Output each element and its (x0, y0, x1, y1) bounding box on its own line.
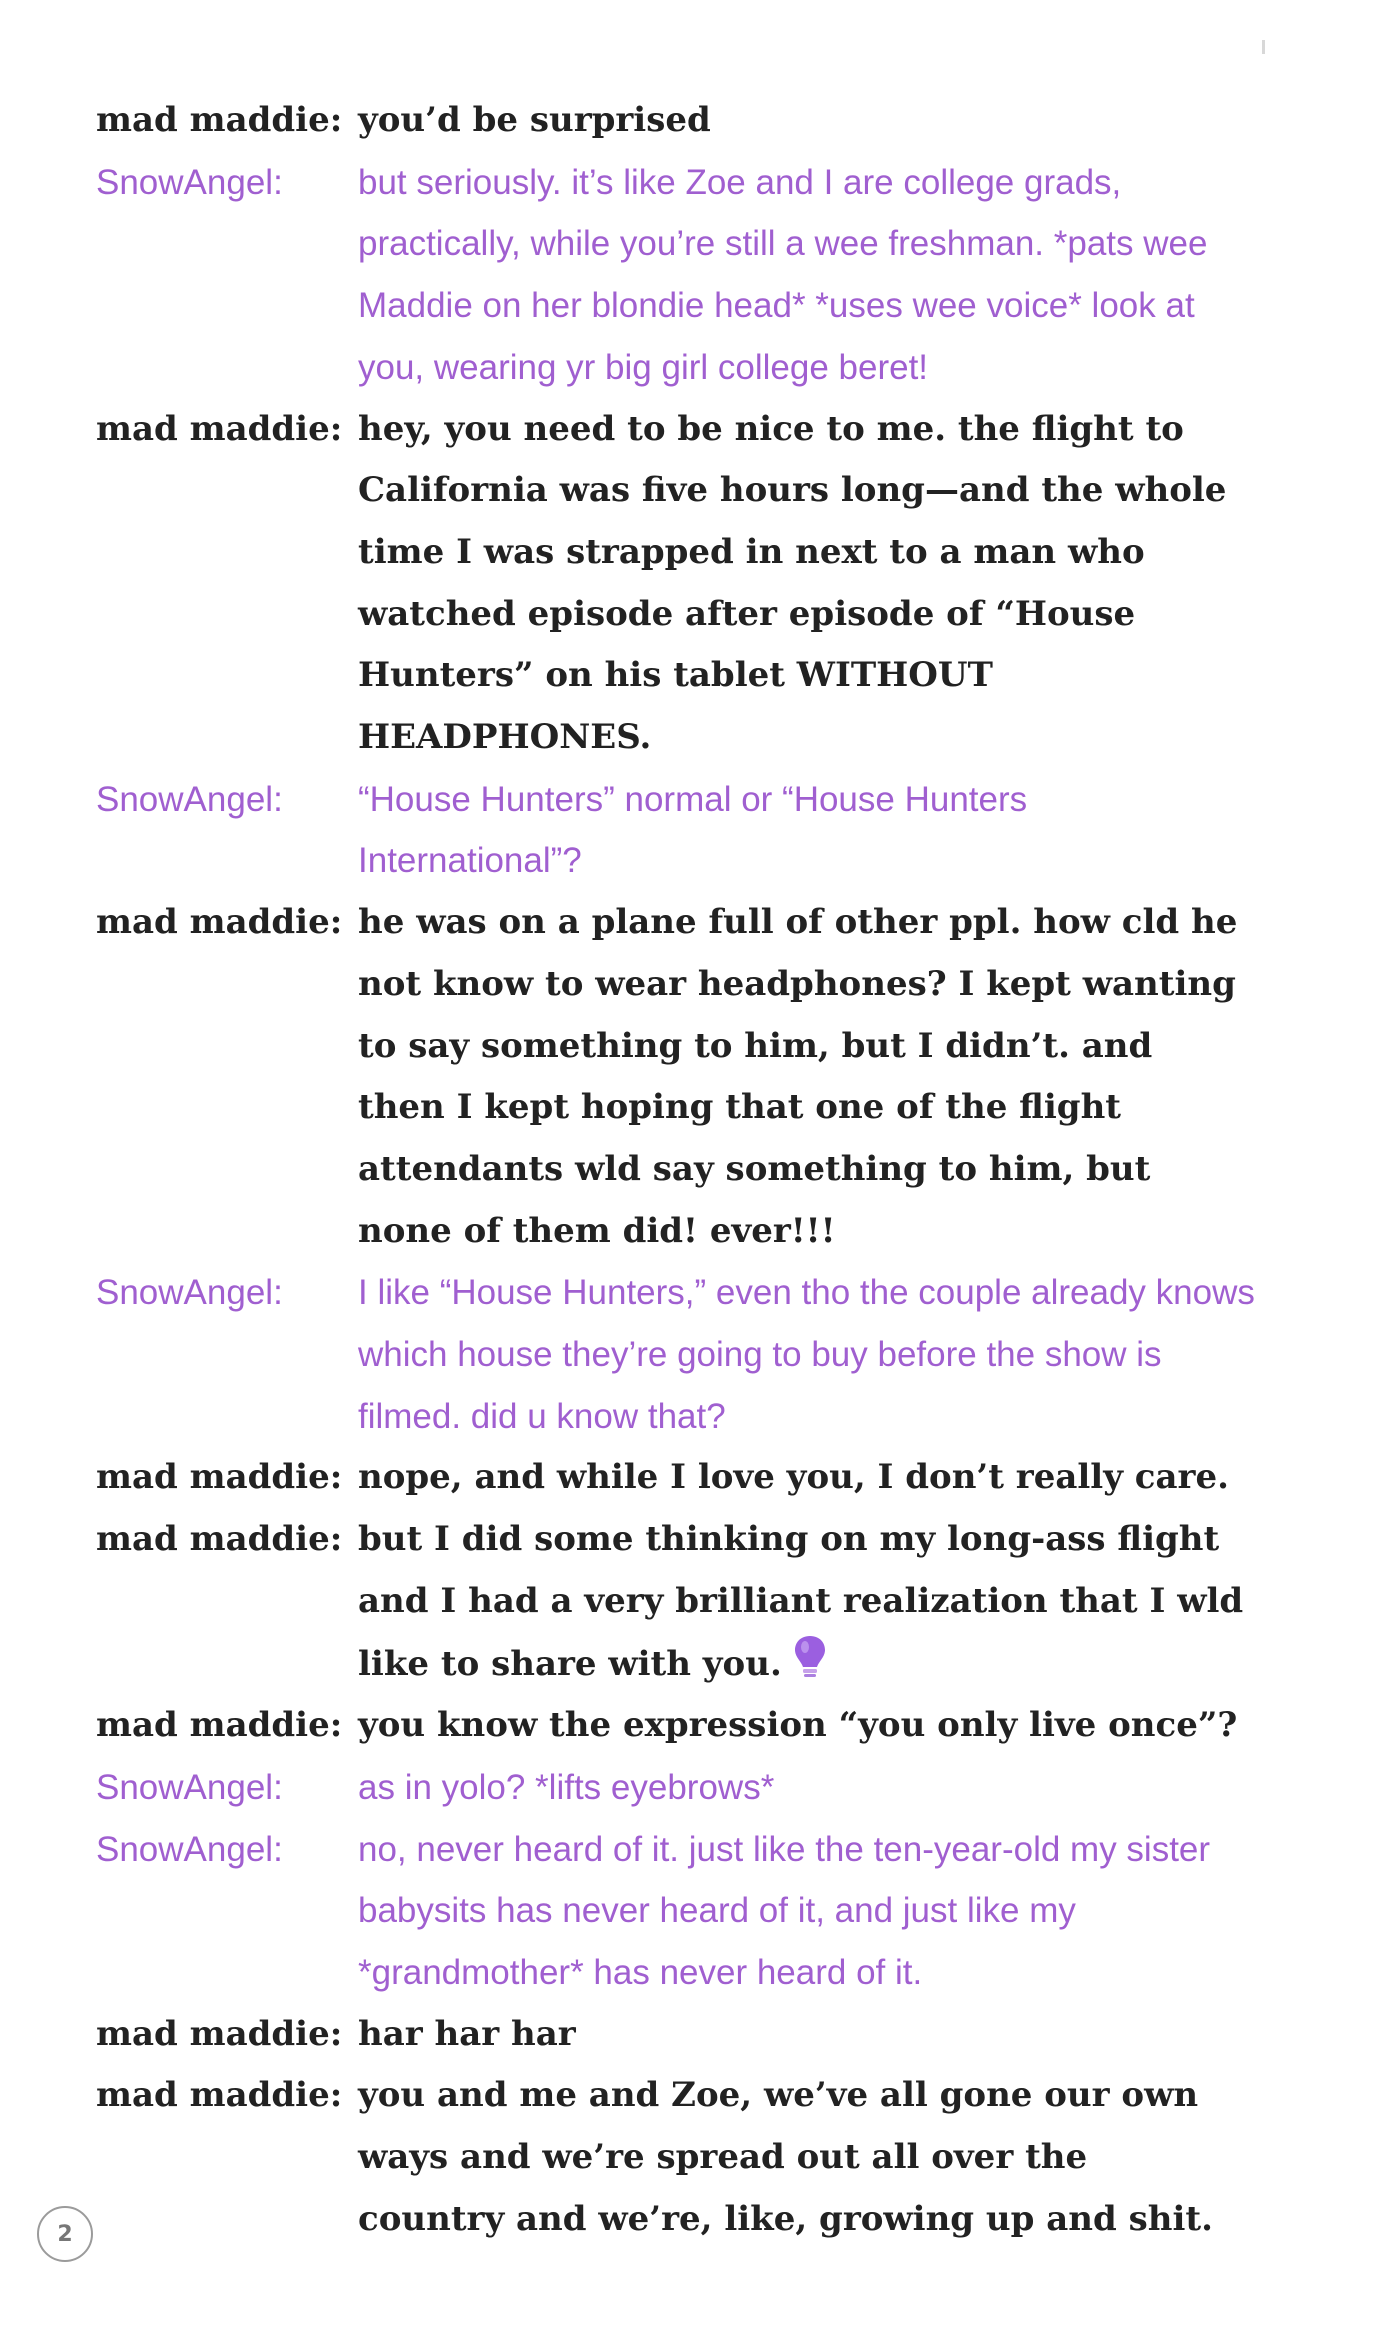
speaker-name: SnowAngel: (96, 1767, 283, 1807)
speaker-name: mad maddie: (96, 2013, 343, 2054)
message-text: no, never heard of it. just like the ten-year-old my sister babysits has never heard of it, and just like my *grandmother* has never heard of it. (358, 1829, 1211, 1993)
message-text: har har har (358, 2013, 576, 2054)
speaker-name: mad maddie: (96, 1457, 343, 1498)
message-text: as in yolo? *lifts eyebrows* (358, 1767, 775, 1807)
speaker-name: SnowAngel: (96, 162, 283, 202)
chat-message (96, 1447, 1276, 1509)
message-text: I like “House Hunters,” even tho the couple already knows which house they’re going to buy before the show is filmed. did u know that? (358, 1273, 1255, 1436)
message-text: you know the expression “you only live once”? (358, 1705, 1238, 1746)
message-text: nope, and while I love you, I don’t really care. (358, 1457, 1229, 1498)
message-body: but I did some thinking on my long-ass flight and I had a very brilliant realization that I wld like to share with you. (358, 1519, 1244, 1684)
message-text: hey, you need to be nice to me. the flight to California was five hours long—and the whole time I was strapped in next to a man who watched episode after episode of “House Hunters” on his tablet WITHOUT HEADPHONES. (358, 408, 1227, 758)
page-speck (1262, 40, 1265, 54)
chat-message (96, 1262, 1276, 1447)
message-text: “House Hunters” normal or “House Hunters International”? (358, 779, 1028, 881)
chat-message (96, 152, 1276, 399)
chat-message (96, 1509, 1276, 1695)
chat-transcript (96, 90, 1276, 2251)
chat-message (96, 2065, 1276, 2250)
chat-message (96, 90, 1276, 152)
speaker-name: mad maddie: (96, 902, 343, 943)
speaker-name: SnowAngel: (96, 779, 283, 819)
message-text: you and me and Zoe, we’ve all gone our own ways and we’re spread out all over the country and we’re, like, growing up and shit. (358, 2075, 1213, 2239)
speaker-name: mad maddie: (96, 408, 343, 449)
chat-message (96, 2004, 1276, 2066)
speaker-name: mad maddie: (96, 100, 343, 140)
chat-message (96, 1757, 1276, 1819)
message-text (358, 1509, 1258, 1695)
chat-message (96, 892, 1276, 1262)
speaker-name: SnowAngel: (96, 1273, 283, 1313)
speaker-name: mad maddie: (96, 1519, 343, 1560)
speaker-name: mad maddie: (96, 2075, 343, 2116)
message-text: he was on a plane full of other ppl. how cld he not know to wear headphones? I kept wanting to say something to him, but I didn’t. and then I kept hoping that one of the flight attendants wld say something to him, but none of them did! ever!!! (358, 902, 1238, 1251)
speaker-name: SnowAngel: (96, 1829, 283, 1869)
message-text: but seriously. it’s like Zoe and I are college grads, practically, while you’re still a wee freshman. *pats wee Maddie on her blondie head* *uses wee voice* look at you, wearing yr big girl college beret! (358, 162, 1208, 387)
chat-message (96, 399, 1276, 769)
chat-message (96, 1819, 1276, 2004)
chat-message (96, 769, 1276, 892)
lightbulb-icon (790, 1633, 830, 1683)
message-text: you’d be surprised (358, 100, 711, 140)
speaker-name: mad maddie: (96, 1705, 343, 1746)
page-number: 2 (37, 2206, 93, 2262)
chat-message (96, 1695, 1276, 1757)
